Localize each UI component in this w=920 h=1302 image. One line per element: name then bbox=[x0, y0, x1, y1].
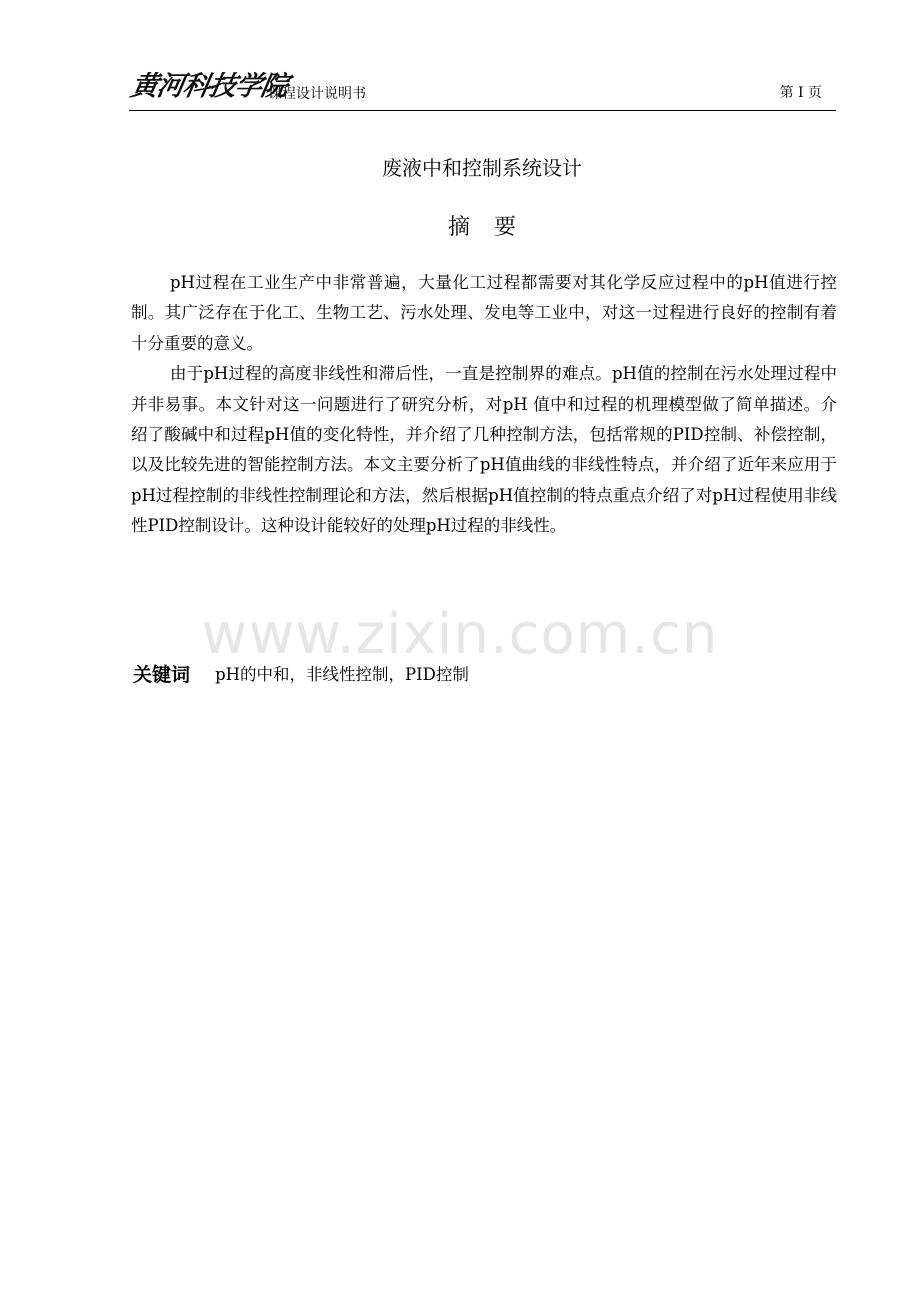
page-number: 第 I 页 bbox=[779, 85, 822, 101]
header-subtitle: 课程设计说明书 bbox=[268, 86, 366, 102]
keywords-text: pH的中和，非线性控制，PID控制 bbox=[215, 665, 469, 684]
page-header bbox=[129, 70, 836, 110]
keywords-label: 关键词 bbox=[133, 664, 191, 686]
school-logo-calligraphy: 黄河科技学院 bbox=[128, 71, 290, 102]
document-title: 废液中和控制系统设计 bbox=[382, 156, 582, 180]
header-divider bbox=[129, 110, 836, 111]
abstract-heading: 摘要 bbox=[447, 215, 540, 240]
keywords-line bbox=[133, 660, 469, 690]
abstract-body bbox=[131, 268, 837, 542]
watermark-text: www.zixin.com.cn bbox=[201, 602, 719, 667]
abstract-paragraph-2: 由于pH过程的高度非线性和滞后性，一直是控制界的难点。pH值的控制在污水处理过程中并非易事。本文针对这一问题进行了研究分析，对pH 值中和过程的机理模型做了简单描述。介绍了酸碱中和过程pH值的变化特性，并介绍了几种控制方法，包括常规的PID控制、补偿控制，以及比较先进的智能控制方法。本文主要分析了pH值曲线的非线性特点，并介绍了近年来应用于pH过程控制的非线性控制理论和方法，然后根据pH值控制的特点重点介绍了对pH过程使用非线性PID控制设计。这种设计能较好的处理pH过程的非线性。 bbox=[131, 364, 837, 536]
abstract-paragraph-1: pH过程在工业生产中非常普遍，大量化工过程都需要对其化学反应过程中的pH值进行控制。其广泛存在于化工、生物工艺、污水处理、发电等工业中，对这一过程进行良好的控制有着十分重要的意义。 bbox=[131, 273, 837, 353]
